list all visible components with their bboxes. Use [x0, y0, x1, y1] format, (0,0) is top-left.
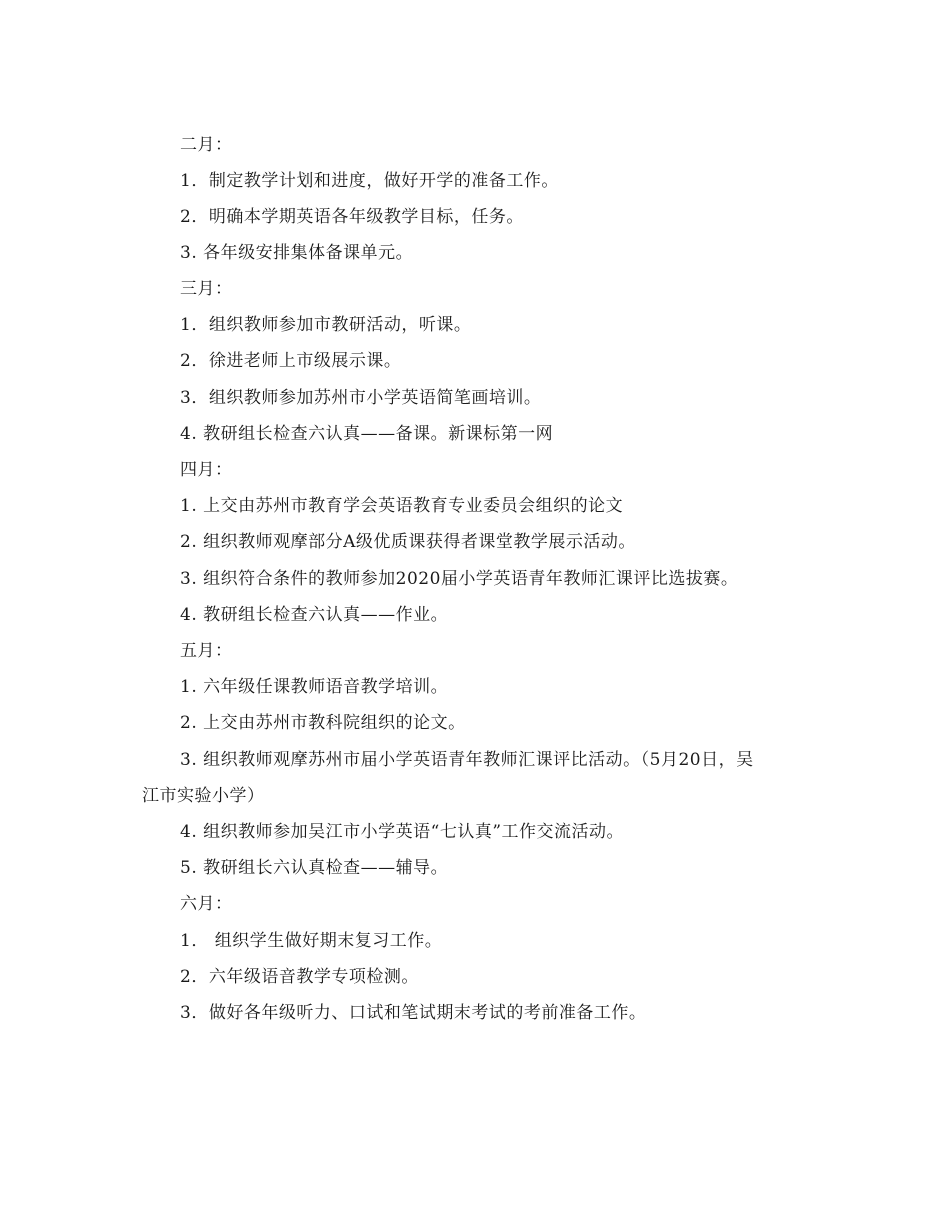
plan-item: 1．制定教学计划和进度，做好开学的准备工作。	[180, 171, 559, 191]
plan-item: 4. 教研组长检查六认真——作业。	[180, 605, 449, 625]
plan-item: 2. 上交由苏州市教科院组织的论文。	[180, 713, 466, 733]
plan-item: 5. 教研组长六认真检查——辅导。	[180, 858, 449, 878]
plan-item: 3．做好各年级听力、口试和笔试期末考试的考前准备工作。	[180, 1003, 647, 1023]
plan-item: 1. 六年级任课教师语音教学培训。	[180, 677, 449, 697]
plan-item: 2．徐进老师上市级展示课。	[180, 351, 402, 371]
plan-item: 1． 组织学生做好期末复习工作。	[180, 931, 443, 951]
month-heading-february: 二月：	[180, 135, 233, 155]
month-heading-march: 三月：	[180, 279, 233, 299]
plan-item: 3．组织教师参加苏州市小学英语简笔画培训。	[180, 388, 542, 408]
plan-item-continuation: 江市实验小学）	[142, 786, 265, 806]
plan-item: 3. 组织符合条件的教师参加2020届小学英语青年教师汇课评比选拔赛。	[180, 569, 739, 589]
month-heading-may: 五月：	[180, 641, 233, 661]
plan-item: 4. 教研组长检查六认真——备课。新课标第一网	[180, 424, 554, 444]
month-heading-june: 六月：	[180, 894, 233, 914]
plan-item: 4. 组织教师参加吴江市小学英语“七认真”工作交流活动。	[180, 822, 625, 842]
plan-item: 1. 上交由苏州市教育学会英语教育专业委员会组织的论文	[180, 496, 624, 516]
plan-item: 3. 各年级安排集体备课单元。	[180, 243, 414, 263]
plan-item: 3. 组织教师观摩苏州市届小学英语青年教师汇课评比活动。（5月20日，吴	[180, 750, 754, 770]
plan-item: 1．组织教师参加市教研活动，听课。	[180, 315, 472, 335]
plan-item: 2．明确本学期英语各年级教学目标，任务。	[180, 207, 524, 227]
plan-item: 2．六年级语音教学专项检测。	[180, 967, 419, 987]
plan-item: 2. 组织教师观摩部分A级优质课获得者课堂教学展示活动。	[180, 532, 636, 552]
month-heading-april: 四月：	[180, 460, 233, 480]
